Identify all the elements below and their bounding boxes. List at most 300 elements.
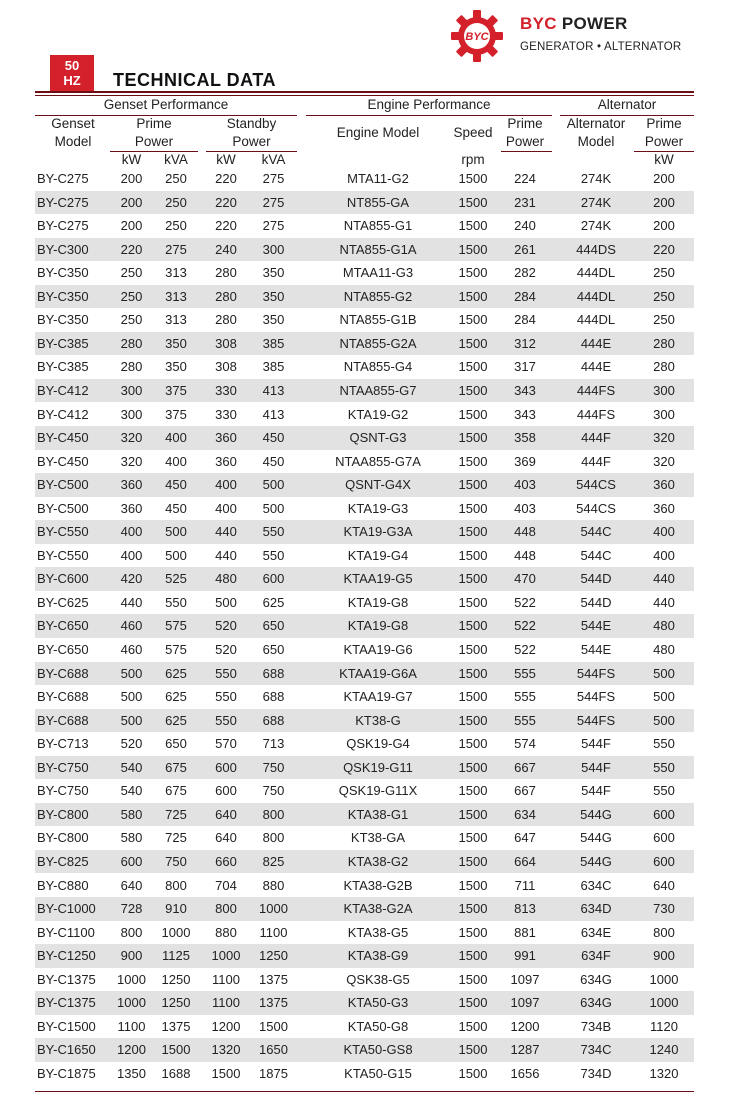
prime-kw-cell: 360 bbox=[120, 477, 143, 493]
prime-kva-cell: 1688 bbox=[161, 1065, 191, 1081]
genset-model-cell: BY-C1375 bbox=[37, 995, 96, 1011]
prime-kw-cell: 1000 bbox=[117, 971, 146, 987]
speed-cell: 1500 bbox=[458, 736, 488, 752]
genset-model-cell: BY-C625 bbox=[37, 594, 89, 610]
engine-power-cell: 664 bbox=[514, 853, 536, 869]
standby-kw-cell: 360 bbox=[215, 430, 237, 446]
engine-model-cell: KTA38-G9 bbox=[347, 948, 409, 964]
standby-kw-cell: 280 bbox=[215, 288, 237, 304]
table-row bbox=[35, 968, 694, 992]
speed-cell: 1500 bbox=[458, 783, 488, 799]
genset-model-cell: BY-C275 bbox=[37, 171, 89, 186]
unit-prime-kva: kVA bbox=[164, 152, 188, 167]
header-engine-power-line1: Prime bbox=[507, 116, 543, 131]
header-alternator-model-line1: Alternator bbox=[566, 116, 626, 131]
standby-kw-cell: 220 bbox=[215, 194, 237, 210]
prime-kw-cell: 280 bbox=[120, 335, 143, 351]
prime-kw-cell: 420 bbox=[120, 571, 143, 587]
alternator-power-cell: 600 bbox=[653, 853, 675, 869]
standby-kva-cell: 800 bbox=[262, 830, 285, 846]
genset-model-cell: BY-C412 bbox=[37, 406, 89, 422]
engine-model-cell: QSK19-G4 bbox=[346, 736, 410, 752]
frequency-value: 50 bbox=[64, 58, 80, 73]
table-row bbox=[35, 826, 694, 850]
genset-model-cell: BY-C350 bbox=[37, 288, 89, 304]
alternator-model-cell: 444DL bbox=[576, 312, 616, 328]
prime-kva-cell: 725 bbox=[165, 830, 187, 846]
prime-kva-cell: 250 bbox=[165, 218, 187, 234]
table-row bbox=[35, 991, 694, 1015]
speed-cell: 1500 bbox=[458, 618, 488, 634]
alternator-power-cell: 640 bbox=[653, 877, 675, 893]
group-alternator: Alternator bbox=[597, 97, 657, 112]
standby-kva-cell: 275 bbox=[262, 218, 285, 234]
genset-model-cell: BY-C688 bbox=[37, 712, 89, 728]
standby-kw-cell: 1320 bbox=[211, 1042, 241, 1058]
standby-kw-cell: 220 bbox=[215, 218, 237, 234]
header-standby-power bbox=[206, 115, 297, 151]
standby-kw-cell: 220 bbox=[215, 171, 237, 186]
genset-model-cell: BY-C1875 bbox=[37, 1065, 96, 1081]
engine-model-cell: KT38-GA bbox=[350, 830, 406, 846]
engine-power-cell: 448 bbox=[514, 547, 536, 563]
alternator-model-cell: 734C bbox=[580, 1042, 612, 1058]
table-row bbox=[35, 614, 694, 638]
table-row bbox=[35, 426, 694, 450]
engine-power-cell: 522 bbox=[514, 642, 536, 657]
speed-cell: 1500 bbox=[458, 1065, 488, 1081]
alternator-model-cell: 544C bbox=[580, 547, 612, 563]
prime-kw-cell: 360 bbox=[120, 500, 143, 516]
prime-kva-cell: 1250 bbox=[161, 995, 191, 1011]
engine-power-cell: 574 bbox=[514, 736, 536, 752]
alternator-model-cell: 634G bbox=[580, 995, 612, 1011]
alternator-model-cell: 274K bbox=[580, 218, 612, 234]
standby-kva-cell: 750 bbox=[262, 759, 285, 775]
standby-kva-cell: 500 bbox=[262, 477, 285, 493]
table-row bbox=[35, 732, 694, 756]
prime-kw-cell: 400 bbox=[120, 547, 143, 563]
engine-model-cell: KTAA19-G6A bbox=[339, 665, 417, 681]
prime-kva-cell: 250 bbox=[165, 194, 187, 210]
header-genset-model-line1: Genset bbox=[51, 116, 95, 131]
alternator-power-cell: 320 bbox=[653, 430, 675, 446]
speed-cell: 1500 bbox=[458, 265, 488, 281]
prime-kw-cell: 320 bbox=[120, 453, 143, 469]
engine-model-cell: NTA855-G2A bbox=[339, 335, 417, 351]
page-title: TECHNICAL DATA bbox=[113, 70, 276, 90]
prime-kva-cell: 313 bbox=[165, 265, 187, 281]
prime-kw-cell: 220 bbox=[120, 241, 143, 257]
table-row bbox=[35, 803, 694, 827]
standby-kw-cell: 600 bbox=[215, 783, 237, 799]
alternator-power-cell: 550 bbox=[653, 759, 675, 775]
alternator-model-cell: 444F bbox=[581, 430, 611, 446]
standby-kw-cell: 640 bbox=[215, 806, 237, 822]
table-row bbox=[35, 261, 694, 285]
engine-power-cell: 282 bbox=[514, 265, 536, 281]
frequency-badge bbox=[50, 55, 94, 91]
speed-cell: 1500 bbox=[458, 877, 488, 893]
table-row bbox=[35, 591, 694, 615]
engine-model-cell: KTA38-G5 bbox=[347, 924, 409, 940]
genset-model-cell: BY-C650 bbox=[37, 642, 89, 657]
header-prime-power bbox=[110, 115, 198, 151]
standby-kva-cell: 1250 bbox=[259, 948, 288, 964]
alternator-power-cell: 900 bbox=[653, 948, 675, 964]
table-row bbox=[35, 779, 694, 803]
alternator-power-cell: 480 bbox=[653, 642, 675, 657]
table-row bbox=[35, 285, 694, 309]
speed-cell: 1500 bbox=[458, 1018, 488, 1034]
prime-kva-cell: 375 bbox=[165, 406, 187, 422]
engine-model-cell: KTA50-GS8 bbox=[343, 1042, 413, 1058]
prime-kw-cell: 728 bbox=[120, 901, 143, 917]
prime-kva-cell: 575 bbox=[165, 642, 187, 657]
genset-model-cell: BY-C350 bbox=[37, 312, 89, 328]
standby-kva-cell: 800 bbox=[262, 806, 285, 822]
alternator-power-cell: 480 bbox=[653, 618, 675, 634]
prime-kva-cell: 375 bbox=[165, 382, 187, 398]
standby-kva-cell: 300 bbox=[262, 241, 285, 257]
engine-power-cell: 284 bbox=[514, 288, 536, 304]
engine-power-cell: 555 bbox=[514, 712, 536, 728]
prime-kw-cell: 460 bbox=[120, 642, 143, 657]
engine-model-cell: KTAA19-G6 bbox=[343, 642, 413, 657]
engine-model-cell: KTA38-G2A bbox=[343, 901, 413, 917]
standby-kw-cell: 704 bbox=[215, 877, 237, 893]
engine-model-cell: KTA38-G2B bbox=[343, 877, 413, 893]
speed-cell: 1500 bbox=[458, 477, 488, 493]
engine-model-cell: NT855-GA bbox=[346, 194, 410, 210]
alternator-model-cell: 734D bbox=[580, 1065, 612, 1081]
engine-power-cell: 448 bbox=[514, 524, 536, 540]
alternator-power-cell: 360 bbox=[653, 477, 675, 493]
speed-cell: 1500 bbox=[458, 665, 488, 681]
prime-kw-cell: 500 bbox=[120, 712, 143, 728]
prime-kw-cell: 640 bbox=[120, 877, 143, 893]
brand-rest: POWER bbox=[561, 14, 628, 33]
table-row bbox=[35, 450, 694, 474]
table-row bbox=[35, 1038, 694, 1062]
engine-model-cell: NTAA855-G7 bbox=[339, 382, 417, 398]
alternator-model-cell: 544FS bbox=[576, 665, 616, 681]
speed-cell: 1500 bbox=[458, 194, 488, 210]
engine-model-cell: NTA855-G1B bbox=[339, 312, 417, 328]
alternator-power-cell: 200 bbox=[653, 171, 675, 186]
prime-kw-cell: 280 bbox=[120, 359, 143, 375]
speed-cell: 1500 bbox=[458, 853, 488, 869]
standby-kw-cell: 280 bbox=[215, 265, 237, 281]
genset-model-cell: BY-C1000 bbox=[37, 901, 96, 917]
alternator-power-cell: 400 bbox=[653, 524, 675, 540]
alternator-model-cell: 544F bbox=[581, 783, 611, 799]
genset-model-cell: BY-C412 bbox=[37, 382, 89, 398]
engine-power-cell: 403 bbox=[514, 500, 536, 516]
standby-kw-cell: 880 bbox=[215, 924, 237, 940]
speed-cell: 1500 bbox=[458, 571, 488, 587]
prime-kw-cell: 800 bbox=[120, 924, 143, 940]
engine-model-cell: MTAA11-G3 bbox=[342, 265, 414, 281]
engine-power-cell: 555 bbox=[514, 689, 536, 705]
engine-model-cell: KTA19-G8 bbox=[347, 594, 409, 610]
alternator-power-cell: 600 bbox=[653, 830, 675, 846]
standby-kva-cell: 1375 bbox=[259, 995, 288, 1011]
prime-kva-cell: 1250 bbox=[161, 971, 191, 987]
speed-cell: 1500 bbox=[458, 312, 488, 328]
group-genset: Genset Performance bbox=[103, 97, 229, 112]
standby-kw-cell: 1200 bbox=[211, 1018, 241, 1034]
header-alternator-model bbox=[560, 115, 632, 151]
prime-kva-cell: 500 bbox=[165, 547, 187, 563]
engine-power-cell: 261 bbox=[514, 241, 536, 257]
table-row bbox=[35, 191, 694, 215]
alternator-power-cell: 250 bbox=[653, 288, 675, 304]
standby-kw-cell: 550 bbox=[215, 712, 237, 728]
genset-model-cell: BY-C1100 bbox=[37, 924, 95, 940]
header-genset-model bbox=[35, 115, 111, 151]
header-prime-line2: Power bbox=[134, 134, 174, 149]
genset-model-cell: BY-C275 bbox=[37, 194, 89, 210]
alternator-power-cell: 400 bbox=[653, 547, 675, 563]
engine-model-cell: NTA855-G4 bbox=[343, 359, 413, 375]
table-row bbox=[35, 638, 694, 662]
prime-kva-cell: 1000 bbox=[161, 924, 191, 940]
standby-kva-cell: 275 bbox=[262, 194, 285, 210]
engine-model-cell: KTA50-G3 bbox=[347, 995, 409, 1011]
prime-kva-cell: 250 bbox=[165, 171, 187, 186]
prime-kw-cell: 460 bbox=[120, 618, 143, 634]
alternator-model-cell: 444DL bbox=[576, 265, 616, 281]
genset-model-cell: BY-C385 bbox=[37, 335, 89, 351]
engine-model-cell: KTA38-G2 bbox=[347, 853, 409, 869]
engine-power-cell: 1200 bbox=[510, 1018, 540, 1034]
alternator-power-cell: 1240 bbox=[649, 1042, 679, 1058]
genset-model-cell: BY-C880 bbox=[37, 877, 89, 893]
speed-cell: 1500 bbox=[458, 359, 488, 375]
genset-model-cell: BY-C350 bbox=[37, 265, 89, 281]
standby-kva-cell: 688 bbox=[262, 689, 285, 705]
table-row bbox=[35, 473, 694, 497]
speed-cell: 1500 bbox=[458, 712, 488, 728]
speed-cell: 1500 bbox=[458, 382, 488, 398]
alternator-model-cell: 634G bbox=[580, 971, 612, 987]
standby-kw-cell: 440 bbox=[215, 524, 237, 540]
engine-power-cell: 1287 bbox=[510, 1042, 540, 1058]
alternator-model-cell: 544FS bbox=[576, 689, 616, 705]
standby-kw-cell: 520 bbox=[215, 642, 237, 657]
prime-kva-cell: 1375 bbox=[161, 1018, 191, 1034]
prime-kva-cell: 675 bbox=[165, 783, 187, 799]
genset-model-cell: BY-C650 bbox=[37, 618, 89, 634]
prime-kva-cell: 450 bbox=[165, 500, 187, 516]
standby-kva-cell: 550 bbox=[262, 524, 285, 540]
header-standby-line1: Standby bbox=[226, 116, 277, 131]
standby-kva-cell: 350 bbox=[262, 288, 285, 304]
prime-kw-cell: 540 bbox=[120, 759, 143, 775]
table-row bbox=[35, 379, 694, 403]
header-engine-power-line2: Power bbox=[505, 134, 545, 149]
standby-kva-cell: 350 bbox=[262, 265, 285, 281]
engine-power-cell: 991 bbox=[514, 948, 536, 964]
genset-model-cell: BY-C713 bbox=[37, 736, 89, 752]
prime-kva-cell: 1500 bbox=[161, 1042, 191, 1058]
engine-power-cell: 224 bbox=[514, 171, 536, 186]
engine-power-cell: 284 bbox=[514, 312, 536, 328]
speed-cell: 1500 bbox=[458, 430, 488, 446]
header-alternator-power-line2: Power bbox=[644, 134, 684, 149]
genset-model-cell: BY-C300 bbox=[37, 241, 89, 257]
table-row bbox=[35, 238, 694, 262]
speed-cell: 1500 bbox=[458, 642, 488, 657]
alternator-model-cell: 444E bbox=[580, 359, 612, 375]
standby-kva-cell: 500 bbox=[262, 500, 285, 516]
standby-kva-cell: 1000 bbox=[259, 901, 288, 917]
prime-kva-cell: 1125 bbox=[162, 948, 190, 964]
standby-kw-cell: 1100 bbox=[212, 971, 240, 987]
prime-kva-cell: 525 bbox=[165, 571, 187, 587]
alternator-power-cell: 1000 bbox=[649, 995, 679, 1011]
standby-kva-cell: 550 bbox=[262, 547, 285, 563]
byc-gear-logo bbox=[449, 8, 505, 64]
alternator-model-cell: 544F bbox=[581, 759, 611, 775]
header-engine-model: Engine Model bbox=[336, 125, 420, 140]
speed-cell: 1500 bbox=[458, 971, 488, 987]
table-row bbox=[35, 403, 694, 427]
engine-model-cell: KTAA19-G5 bbox=[343, 571, 413, 587]
engine-power-cell: 555 bbox=[514, 665, 536, 681]
table-row bbox=[35, 544, 694, 568]
unit-speed-rpm: rpm bbox=[461, 152, 485, 167]
standby-kva-cell: 713 bbox=[262, 736, 285, 752]
genset-model-cell: BY-C1650 bbox=[37, 1042, 96, 1058]
alternator-model-cell: 544CS bbox=[576, 500, 616, 516]
standby-kva-cell: 650 bbox=[262, 642, 285, 657]
bottom-rule bbox=[35, 1091, 694, 1092]
prime-kw-cell: 320 bbox=[120, 430, 143, 446]
unit-standby-kw: kW bbox=[216, 152, 236, 167]
speed-cell: 1500 bbox=[458, 335, 488, 351]
genset-model-cell: BY-C1500 bbox=[37, 1018, 96, 1034]
standby-kw-cell: 308 bbox=[215, 359, 237, 375]
standby-kw-cell: 520 bbox=[215, 618, 237, 634]
engine-model-cell: KTAA19-G7 bbox=[343, 689, 413, 705]
prime-kw-cell: 900 bbox=[120, 948, 143, 964]
prime-kva-cell: 400 bbox=[165, 430, 187, 446]
speed-cell: 1500 bbox=[458, 594, 488, 610]
standby-kw-cell: 500 bbox=[215, 594, 237, 610]
standby-kva-cell: 450 bbox=[262, 453, 285, 469]
standby-kw-cell: 400 bbox=[215, 477, 237, 493]
alternator-model-cell: 544D bbox=[580, 594, 612, 610]
speed-cell: 1500 bbox=[458, 218, 488, 234]
prime-kw-cell: 200 bbox=[120, 194, 143, 210]
standby-kva-cell: 350 bbox=[262, 312, 285, 328]
alternator-power-cell: 440 bbox=[653, 571, 675, 587]
genset-model-cell: BY-C550 bbox=[37, 547, 89, 563]
engine-model-cell: KTA19-G3A bbox=[343, 524, 413, 540]
standby-kva-cell: 385 bbox=[262, 335, 285, 351]
prime-kva-cell: 750 bbox=[165, 853, 187, 869]
standby-kw-cell: 280 bbox=[215, 312, 237, 328]
prime-kva-cell: 313 bbox=[165, 288, 187, 304]
table-row bbox=[35, 850, 694, 874]
header-alternator-power bbox=[634, 115, 694, 151]
prime-kva-cell: 450 bbox=[165, 477, 187, 493]
table-row bbox=[35, 308, 694, 332]
genset-model-cell: BY-C750 bbox=[37, 783, 89, 799]
speed-cell: 1500 bbox=[458, 924, 488, 940]
logo-text: BYC bbox=[465, 31, 489, 43]
engine-power-cell: 522 bbox=[514, 594, 536, 610]
alternator-model-cell: 444E bbox=[580, 335, 612, 351]
alternator-model-cell: 544G bbox=[580, 830, 612, 846]
alternator-model-cell: 444FS bbox=[576, 382, 616, 398]
alternator-power-cell: 250 bbox=[653, 265, 675, 281]
engine-model-cell: KTA19-G3 bbox=[347, 500, 409, 516]
standby-kw-cell: 308 bbox=[215, 335, 237, 351]
alternator-power-cell: 280 bbox=[653, 359, 675, 375]
prime-kva-cell: 625 bbox=[165, 665, 187, 681]
prime-kva-cell: 275 bbox=[165, 241, 187, 257]
standby-kva-cell: 413 bbox=[262, 382, 285, 398]
alternator-power-cell: 1120 bbox=[650, 1018, 678, 1034]
engine-power-cell: 240 bbox=[514, 218, 536, 234]
alternator-model-cell: 444DS bbox=[576, 241, 616, 257]
table-row bbox=[35, 662, 694, 686]
header-alternator-power-line1: Prime bbox=[646, 116, 682, 131]
standby-kva-cell: 275 bbox=[262, 171, 285, 186]
engine-power-cell: 1097 bbox=[510, 995, 540, 1011]
speed-cell: 1500 bbox=[458, 995, 488, 1011]
table-row bbox=[35, 1015, 694, 1039]
genset-model-cell: BY-C800 bbox=[37, 830, 89, 846]
prime-kw-cell: 520 bbox=[120, 736, 143, 752]
engine-power-cell: 667 bbox=[514, 759, 536, 775]
header-alternator-model-line2: Model bbox=[577, 134, 615, 149]
alternator-model-cell: 634F bbox=[581, 948, 611, 964]
prime-kva-cell: 500 bbox=[165, 524, 187, 540]
header-prime-line1: Prime bbox=[136, 116, 172, 131]
engine-power-cell: 312 bbox=[514, 335, 536, 351]
standby-kva-cell: 688 bbox=[262, 712, 285, 728]
prime-kw-cell: 1350 bbox=[117, 1065, 146, 1081]
standby-kva-cell: 1650 bbox=[259, 1042, 288, 1058]
alternator-model-cell: 444F bbox=[581, 453, 611, 469]
engine-power-cell: 634 bbox=[514, 806, 536, 822]
prime-kva-cell: 650 bbox=[165, 736, 187, 752]
alternator-power-cell: 360 bbox=[653, 500, 675, 516]
alternator-model-cell: 544CS bbox=[576, 477, 616, 493]
alternator-power-cell: 280 bbox=[653, 335, 675, 351]
standby-kw-cell: 570 bbox=[215, 736, 237, 752]
engine-power-cell: 813 bbox=[514, 901, 536, 917]
standby-kva-cell: 600 bbox=[262, 571, 285, 587]
table-row bbox=[35, 332, 694, 356]
speed-cell: 1500 bbox=[458, 453, 488, 469]
standby-kw-cell: 400 bbox=[215, 500, 237, 516]
prime-kva-cell: 575 bbox=[165, 618, 187, 634]
engine-model-cell: KTA50-G15 bbox=[344, 1065, 412, 1081]
prime-kva-cell: 800 bbox=[165, 877, 187, 893]
standby-kva-cell: 625 bbox=[262, 594, 285, 610]
engine-power-cell: 647 bbox=[514, 830, 536, 846]
genset-model-cell: BY-C688 bbox=[37, 689, 89, 705]
standby-kw-cell: 240 bbox=[215, 241, 237, 257]
prime-kva-cell: 400 bbox=[165, 453, 187, 469]
engine-model-cell: KTA19-G8 bbox=[347, 618, 409, 634]
alternator-model-cell: 544FS bbox=[576, 712, 616, 728]
